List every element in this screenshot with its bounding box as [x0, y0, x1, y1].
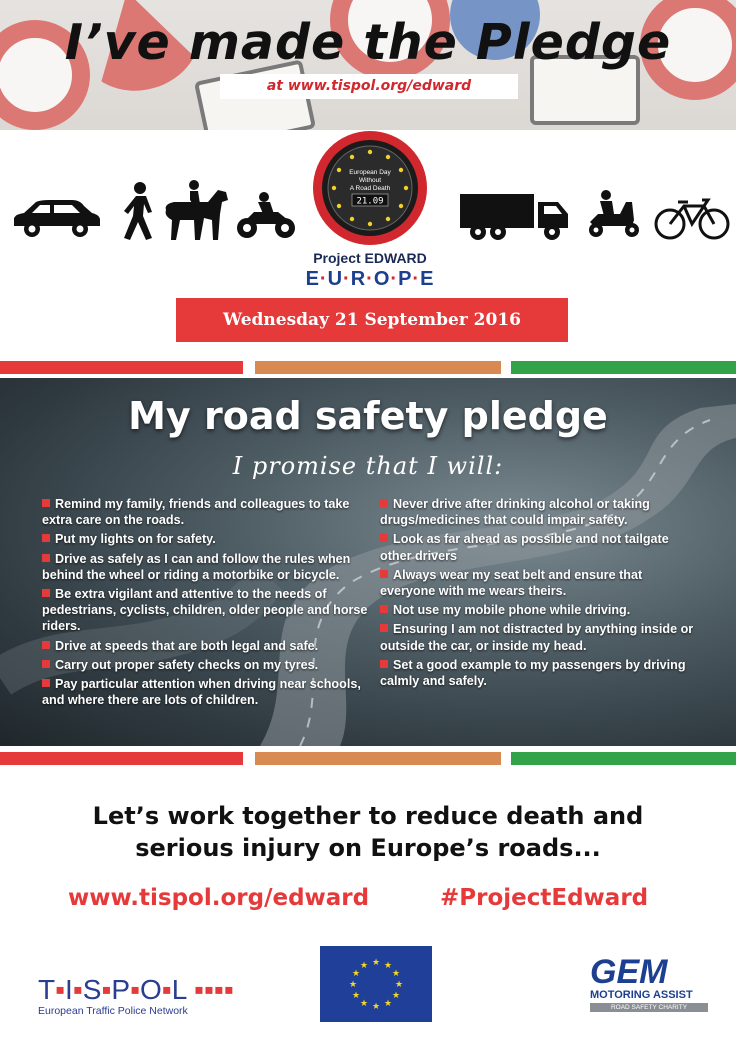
dial-line-3: A Road Death — [349, 185, 391, 192]
svg-text:★: ★ — [359, 999, 369, 1009]
motorcycle-icon — [234, 192, 298, 240]
pledge-item: Pay particular attention when driving near schools, and where there are lots of children. — [42, 677, 361, 708]
europe-letter: R — [350, 268, 367, 290]
eu-flag-icon — [320, 946, 432, 1022]
horse-rider-icon — [160, 180, 232, 242]
bullet-icon — [42, 641, 50, 649]
pledge-list-right — [380, 496, 700, 692]
gem-wordmark: GEM — [590, 953, 668, 991]
bullet-icon — [380, 499, 388, 507]
bullet-icon — [42, 660, 50, 668]
car-icon — [10, 198, 102, 240]
pledge-item: Always wear my seat belt and ensure that everyone with me wears theirs. — [380, 567, 643, 599]
pledge-item: Never drive after drinking alcohol or taking drugs/medicines that could impair safety. — [380, 497, 650, 528]
call-to-action — [0, 800, 736, 864]
scooter-icon — [584, 190, 644, 240]
europe-letter: P — [398, 268, 413, 290]
bullet-icon — [42, 589, 50, 597]
pledge-item: Drive as safely as I can and follow the rules when behind the wheel or riding a motorbike or bicycle. — [42, 551, 351, 582]
bullet-icon — [42, 679, 50, 687]
truck-icon — [460, 192, 572, 242]
europe-letter: E — [420, 268, 435, 290]
pledge-item: Put my lights on for safety. — [42, 531, 378, 547]
gem-logo — [590, 955, 708, 1023]
pledge-panel — [0, 378, 736, 746]
divider-green — [511, 361, 736, 374]
divider-green — [511, 752, 736, 765]
pledge-item: Look as far ahead as possible and not tailgate other drivers — [380, 532, 669, 563]
bullet-icon — [42, 554, 50, 562]
europe-letter: O — [373, 268, 391, 290]
pledge-item: Remind my family, friends and colleagues to take extra care on the roads. — [42, 497, 350, 528]
svg-text:★: ★ — [383, 999, 393, 1009]
divider-red — [0, 361, 243, 374]
svg-text:★: ★ — [391, 991, 401, 1001]
divider-orange — [255, 752, 501, 765]
bullet-icon — [380, 570, 388, 578]
bullet-icon — [42, 499, 50, 507]
svg-text:★: ★ — [351, 969, 361, 979]
event-date: Wednesday 21 September 2016 — [176, 298, 568, 342]
logo-europe: E·U·R·O·P·E — [305, 268, 435, 290]
cta-line-1: Let’s work together to reduce death and — [92, 802, 644, 830]
svg-text:★: ★ — [394, 980, 404, 990]
footer-url[interactable]: www.tispol.org/edward — [68, 885, 370, 911]
bullet-icon — [380, 660, 388, 668]
pledge-item: Drive at speeds that are both legal and safe. — [42, 638, 378, 654]
svg-text:★: ★ — [348, 980, 358, 990]
headline: I’ve made the Pledge — [64, 14, 672, 71]
pledge-list-left — [42, 496, 378, 711]
bullet-icon — [380, 605, 388, 613]
europe-letter: E — [305, 268, 320, 290]
pledge-item: Be extra vigilant and attentive to the needs of pedestrians, cyclists, children, older people and horse riders. — [42, 587, 368, 634]
pedestrian-icon — [118, 182, 160, 242]
footer-hashtag[interactable]: #ProjectEdward — [440, 885, 649, 911]
tispol-logo — [38, 975, 248, 1020]
header-url[interactable]: at www.tispol.org/edward — [220, 74, 518, 99]
pledge-item: Not use my mobile phone while driving. — [380, 602, 700, 618]
tispol-wordmark: T▪I▪S▪P▪O▪L ▪▪▪▪ — [38, 974, 234, 1005]
pledge-subtitle: I promise that I will: — [232, 452, 504, 480]
bullet-icon — [380, 624, 388, 632]
dial-counter: 21.09 — [356, 196, 384, 207]
project-edward-logo — [305, 130, 435, 250]
svg-text:★: ★ — [371, 958, 381, 968]
logo-title: Project EDWARD — [313, 250, 427, 266]
svg-text:★: ★ — [383, 961, 393, 971]
tispol-subtitle: European Traffic Police Network — [38, 1005, 188, 1017]
gem-subtitle: MOTORING ASSIST — [590, 989, 693, 1001]
bullet-icon — [380, 534, 388, 542]
europe-letter: U — [327, 268, 344, 290]
bicycle-icon — [654, 198, 730, 240]
svg-text:★: ★ — [371, 1002, 381, 1012]
svg-text:★: ★ — [391, 969, 401, 979]
pledge-item: Ensuring I am not distracted by anything inside or outside the car, or inside my head. — [380, 622, 694, 653]
dial-line-1: European Day — [349, 169, 391, 176]
pledge-item: Set a good example to my passengers by driving calmly and safely. — [380, 657, 686, 689]
svg-text:★: ★ — [351, 991, 361, 1001]
divider-orange — [255, 361, 501, 374]
pledge-title: My road safety pledge — [128, 394, 608, 438]
cta-line-2: serious injury on Europe’s roads... — [135, 834, 601, 862]
dial-line-2: Without — [358, 177, 382, 184]
gem-band: ROAD SAFETY CHARITY — [590, 1003, 708, 1012]
bullet-icon — [42, 534, 50, 542]
svg-text:★: ★ — [359, 961, 369, 971]
pledge-item: Carry out proper safety checks on my tyres. — [42, 657, 378, 673]
divider-red — [0, 752, 243, 765]
